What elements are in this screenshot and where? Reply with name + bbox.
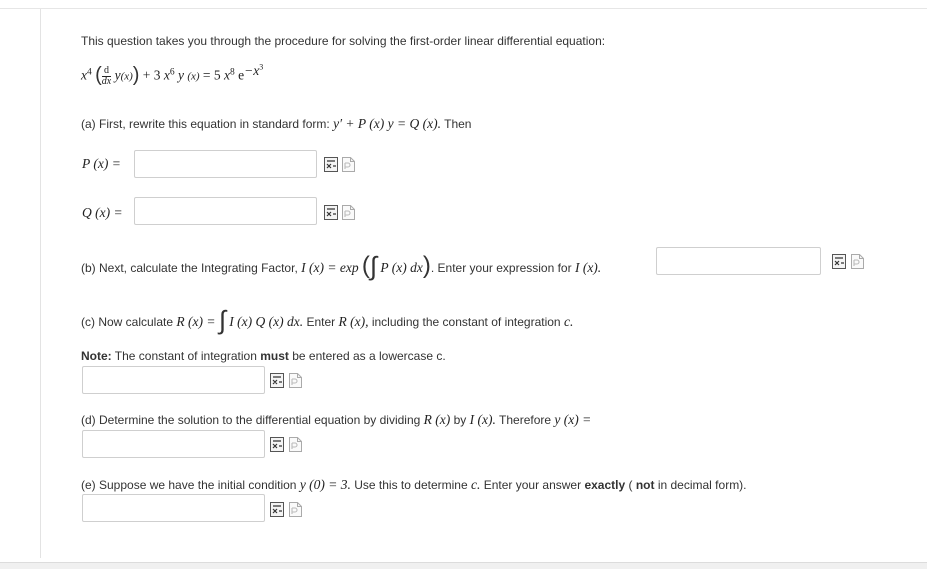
preview-icon[interactable] <box>850 253 865 270</box>
q-answer-input[interactable] <box>134 197 317 225</box>
intro-text: This question takes you through the procedure for solving the first-order linear differential equation: <box>81 34 606 48</box>
p-label: P (x) = <box>82 156 121 171</box>
preview-icon[interactable] <box>288 372 303 389</box>
part-d-prompt: (d) Determine the solution to the differential equation by dividing R (x) by I (x). Therefore y (x) = <box>81 412 592 427</box>
preview-icon[interactable] <box>341 204 356 221</box>
part-c-prompt: (c) Now calculate R (x) = ∫ I (x) Q (x) dx. Enter R (x), including the constant of integration c. <box>81 305 574 335</box>
p-answer-input[interactable] <box>134 150 317 178</box>
solution-input[interactable] <box>82 430 265 458</box>
part-b-prompt: (b) Next, calculate the Integrating Factor, I (x) = exp (∫ P (x) dx). Enter your expression for I (x). <box>81 251 602 281</box>
preview-icon[interactable] <box>341 156 356 173</box>
part-e-prompt: (e) Suppose we have the initial condition y (0) = 3. Use this to determine c. Enter your answer exactly ( not in decimal form). <box>81 477 747 492</box>
integrating-factor-input[interactable] <box>656 247 821 275</box>
equation-editor-icon[interactable] <box>324 156 339 173</box>
equation-editor-icon[interactable] <box>324 204 339 221</box>
equation-editor-icon[interactable] <box>270 501 285 518</box>
preview-icon[interactable] <box>288 436 303 453</box>
equation-editor-icon[interactable] <box>832 253 847 270</box>
r-answer-input[interactable] <box>82 366 265 394</box>
left-divider <box>40 9 41 558</box>
q-label: Q (x) = <box>82 205 123 220</box>
c-answer-input[interactable] <box>82 494 265 522</box>
top-divider <box>0 0 927 9</box>
differential-equation: $x^4$ ( $\frac{d}{dx}$ y(x)) + 3 $x^6$ y (x) = 5 $x^8$ $e^{-x^3}$ <box>81 62 264 87</box>
preview-icon[interactable] <box>288 501 303 518</box>
equation-editor-icon[interactable] <box>270 436 285 453</box>
equation-editor-icon[interactable] <box>270 372 285 389</box>
note-text: Note: The constant of integration must be entered as a lowercase c. <box>81 349 446 363</box>
part-a-prompt: (a) First, rewrite this equation in standard form: y′ + P (x) y = Q (x). Then <box>81 116 472 131</box>
